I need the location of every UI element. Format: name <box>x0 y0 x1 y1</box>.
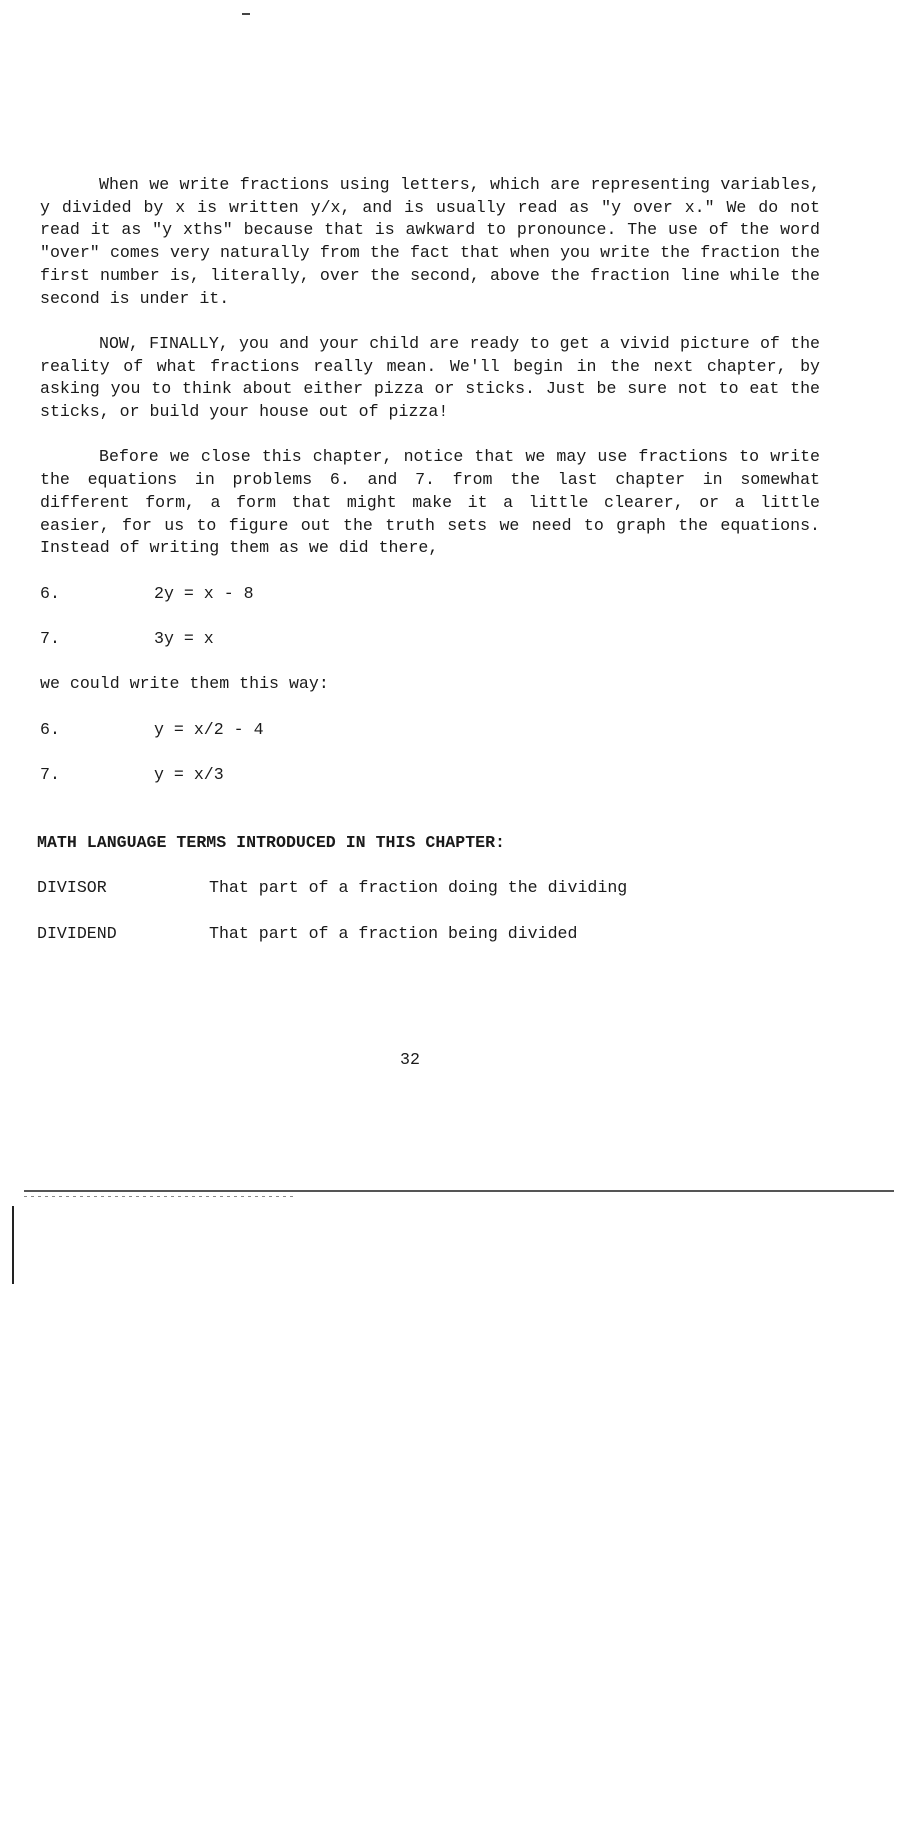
equation-text: 3y = x <box>154 628 214 648</box>
equation-number: 7. <box>40 628 60 648</box>
equations-fraction <box>40 719 820 787</box>
equation-row <box>40 628 820 651</box>
page-bottom-rule <box>24 1190 894 1192</box>
page-number: 32 <box>400 1050 420 1069</box>
scan-edge-bar <box>12 1206 14 1284</box>
term-word: DIVISOR <box>37 878 107 898</box>
page-body <box>37 174 820 968</box>
term-word: DIVIDEND <box>37 923 117 943</box>
paragraph-before-close: Before we close this chapter, notice that we may use fractions to write the equations in problems 6. and 7. from the last chapter in somewhat different form, a form that might make it a little clearer, or a little easier, for us to figure out the truth sets we need to graph the equations. Instead of writing them as we did there, <box>40 447 820 558</box>
term-row <box>37 877 820 900</box>
term-definition: That part of a fraction doing the dividing <box>209 878 628 898</box>
transition-line: we could write them this way: <box>40 674 329 694</box>
equation-text: 2y = x - 8 <box>154 583 254 603</box>
page-bottom-rule-faint <box>24 1196 294 1197</box>
paragraph-fractions-letters: When we write fractions using letters, which are representing variables, y divided by x is written y/x, and is usually read as "y over x." We do not read it as "y xths" because that is awkward to pronounce. The use of the word "over" comes very naturally from the fact that when you write the fraction the first number is, literally, over the second, above the fraction line while the second is under it. <box>40 175 820 308</box>
equation-number: 7. <box>40 765 60 785</box>
scan-mark <box>242 13 250 15</box>
equations-original <box>40 583 820 651</box>
terms-heading: MATH LANGUAGE TERMS INTRODUCED IN THIS CHAPTER: <box>37 832 506 852</box>
equation-number: 6. <box>40 719 60 739</box>
equation-row <box>40 764 820 787</box>
equation-row <box>40 719 820 742</box>
equation-row <box>40 583 820 606</box>
equation-number: 6. <box>40 583 60 603</box>
term-definition: That part of a fraction being divided <box>209 923 578 943</box>
term-row <box>37 923 820 946</box>
equation-text: y = x/2 - 4 <box>154 719 264 739</box>
paragraph-finally: NOW, FINALLY, you and your child are ready to get a vivid picture of the reality of what fractions really mean. We'll begin in the next chapter, by asking you to think about either pizza or sticks. Just be sure not to eat the sticks, or build your house out of pizza! <box>40 333 820 422</box>
equation-text: y = x/3 <box>154 765 224 785</box>
